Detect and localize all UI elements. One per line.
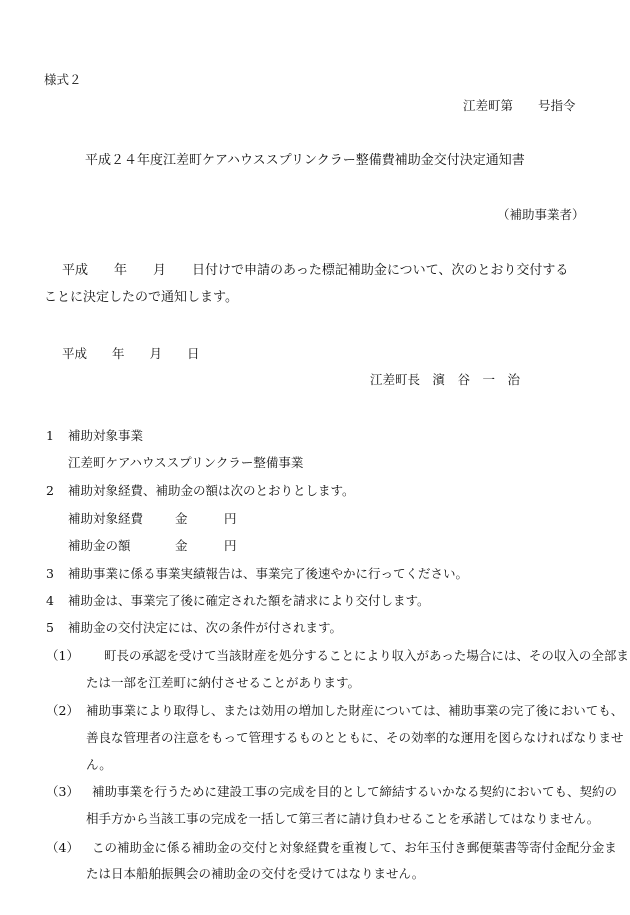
condition-2-line-2: 善良な管理者の注意をもって管理するものとともに、その効率的な運用を図らなければなりませ: [86, 730, 624, 745]
document-title: 平成２４年度江差町ケアハウススプリンクラー整備費補助金交付決定通知書: [85, 153, 525, 168]
condition-2-line-1: 補助事業により取得し、または効用の増加した財産については、補助事業の完了後においても、: [86, 703, 624, 718]
document-number: 江差町第 号指令: [463, 98, 576, 113]
cost-row-1-label: 補助対象経費: [68, 511, 144, 526]
cost-row-1-prefix: 金: [175, 511, 188, 526]
item-1-text: 補助対象事業: [68, 428, 144, 443]
condition-3-line-1: 補助事業を行うために建設工事の完成を目的として締結するいかなる契約においても、契約の: [92, 784, 618, 799]
body-line-2: ことに決定したので通知します。: [44, 290, 238, 305]
condition-4-line-2: たは日本船舶振興会の補助金の交付を受けてはなりません。: [86, 866, 425, 881]
condition-4-line-1: この補助金に係る補助金の交付と対象経費を重複して、お年玉付き郵便葉書等寄付金配分金ま: [92, 840, 617, 855]
condition-2-line-3: ん。: [86, 757, 112, 772]
signature: 江差町長 濱 谷 一 治: [370, 372, 521, 387]
body-line-1: 平成 年 月 日付けで申請のあった標記補助金について、次のとおり交付する: [62, 263, 569, 278]
item-1-number: 1: [46, 428, 54, 443]
recipient: （補助事業者）: [497, 207, 585, 222]
condition-1-number: （1）: [46, 648, 79, 663]
item-3-text: 補助事業に係る事業実績報告は、事業完了後速やかに行ってください。: [68, 566, 469, 581]
form-label: 様式２: [44, 72, 82, 87]
item-2-number: 2: [46, 483, 54, 498]
cost-row-2-prefix: 金: [175, 538, 188, 553]
item-4-number: 4: [46, 593, 54, 608]
condition-1-line-2: たは一部を江差町に納付させることがあります。: [86, 675, 361, 690]
condition-3-number: （3）: [46, 784, 79, 799]
item-5-text: 補助金の交付決定には、次の条件が付されます。: [68, 620, 343, 635]
condition-2-number: （2）: [46, 703, 79, 718]
item-2-text: 補助対象経費、補助金の額は次のとおりとします。: [68, 483, 355, 498]
condition-3-line-2: 相手方から当該工事の完成を一括して第三者に請け負わせることを承諾してはなりません。: [86, 811, 600, 826]
condition-1-line-1: 町長の承認を受けて当該財産を処分することにより収入があった場合には、その収入の全部ま: [104, 648, 629, 663]
cost-row-2-label: 補助金の額: [68, 538, 131, 553]
item-4-text: 補助金は、事業完了後に確定された額を請求により交付します。: [68, 593, 430, 608]
item-3-number: 3: [46, 566, 54, 581]
item-1-sub: 江差町ケアハウススプリンクラー整備事業: [68, 455, 304, 470]
cost-row-2-suffix: 円: [224, 538, 237, 553]
item-5-number: 5: [46, 620, 54, 635]
condition-4-number: （4）: [46, 840, 79, 855]
date-line: 平成 年 月 日: [62, 346, 200, 361]
cost-row-1-suffix: 円: [224, 511, 237, 526]
